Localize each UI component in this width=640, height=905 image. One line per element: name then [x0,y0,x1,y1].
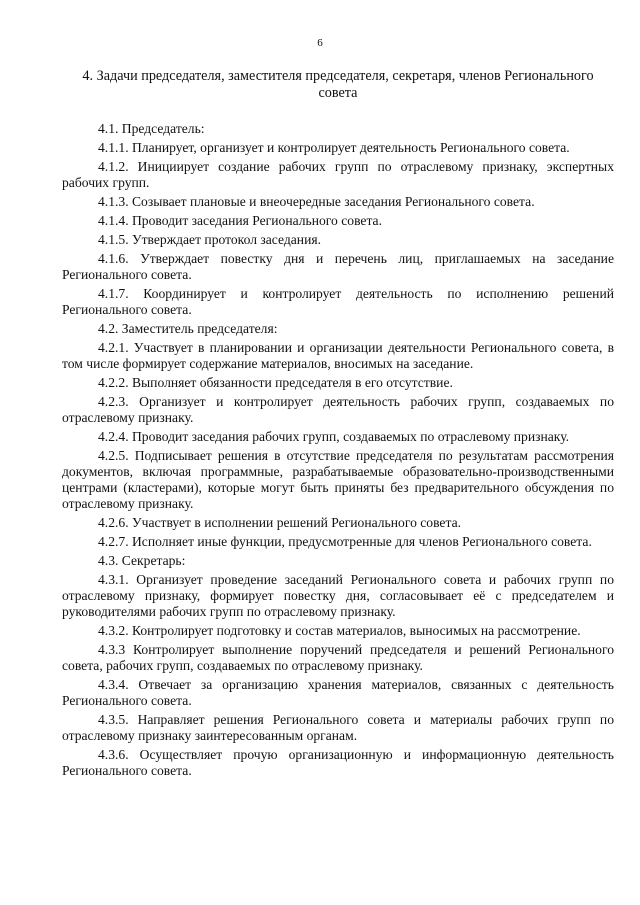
paragraph: 4.1.1. Планирует, организует и контролирует деятельность Регионального совета. [98,140,570,155]
paragraph: 4.1.2. Инициирует создание рабочих групп по отраслевому признаку, экспертных рабочих групп. [62,159,614,190]
paragraph: 4.2.7. Исполняет иные функции, предусмотренные для членов Регионального совета. [98,534,592,549]
paragraph: 4.1.5. Утверждает протокол заседания. [98,232,322,247]
paragraph: 4.1.6. Утверждает повестку дня и перечень лиц, приглашаемых на заседание Регионального совета. [62,251,614,282]
section-heading: 4. Задачи председателя, заместителя председателя, секретаря, членов Регионального совета [82,68,594,101]
paragraph: 4.3.5. Направляет решения Регионального совета и материалы рабочих групп по отраслевому признаку заинтересованным органам. [62,712,614,743]
paragraph: 4.3.4. Отвечает за организацию хранения материалов, связанных с деятельность Регионального совета. [62,677,614,708]
paragraph: 4.3. Секретарь: [98,553,186,568]
document-body [62,121,614,782]
paragraph: 4.2.4. Проводит заседания рабочих групп, создаваемых по отраслевому признаку. [98,429,570,444]
page-number: 6 [317,37,323,49]
paragraph: 4.2.3. Организует и контролирует деятельность рабочих групп, создаваемых по отраслевому признаку. [62,394,614,425]
paragraph: 4.1.7. Координирует и контролирует деятельность по исполнению решений Регионального совета. [62,286,614,317]
paragraph: 4.1.3. Созывает плановые и внеочередные заседания Регионального совета. [98,194,535,209]
paragraph: 4.1. Председатель: [98,121,205,136]
paragraph: 4.1.4. Проводит заседания Регионального совета. [98,213,382,228]
paragraph: 4.2.5. Подписывает решения в отсутствие председателя по результатам рассмотрения документов, включая программные, разрабатываемые образовательно-производственными центрами (кластерами), которые могут быть приняты без предварительного обсуждения по отраслевому признаку. [62,448,614,511]
paragraph: 4.2.1. Участвует в планировании и организации деятельности Регионального совета, в том числе формирует содержание материалов, вносимых на заседание. [62,340,614,371]
paragraph: 4.3.2. Контролирует подготовку и состав материалов, выносимых на рассмотрение. [98,623,581,638]
paragraph: 4.2. Заместитель председателя: [98,321,278,336]
paragraph: 4.3.6. Осуществляет прочую организационную и информационную деятельность Регионального совета. [62,747,614,778]
paragraph: 4.2.6. Участвует в исполнении решений Регионального совета. [98,515,462,530]
paragraph: 4.2.2. Выполняет обязанности председателя в его отсутствие. [98,375,453,390]
paragraph: 4.3.3 Контролирует выполнение поручений председателя и решений Регионального совета, рабочих групп, создаваемых по отраслевому признаку. [62,642,614,673]
paragraph: 4.3.1. Организует проведение заседаний Регионального совета и рабочих групп по отраслевому признаку, формирует повестку дня, согласовывает её с председателем и руководителями рабочих групп по отраслевому признаку. [62,572,614,619]
